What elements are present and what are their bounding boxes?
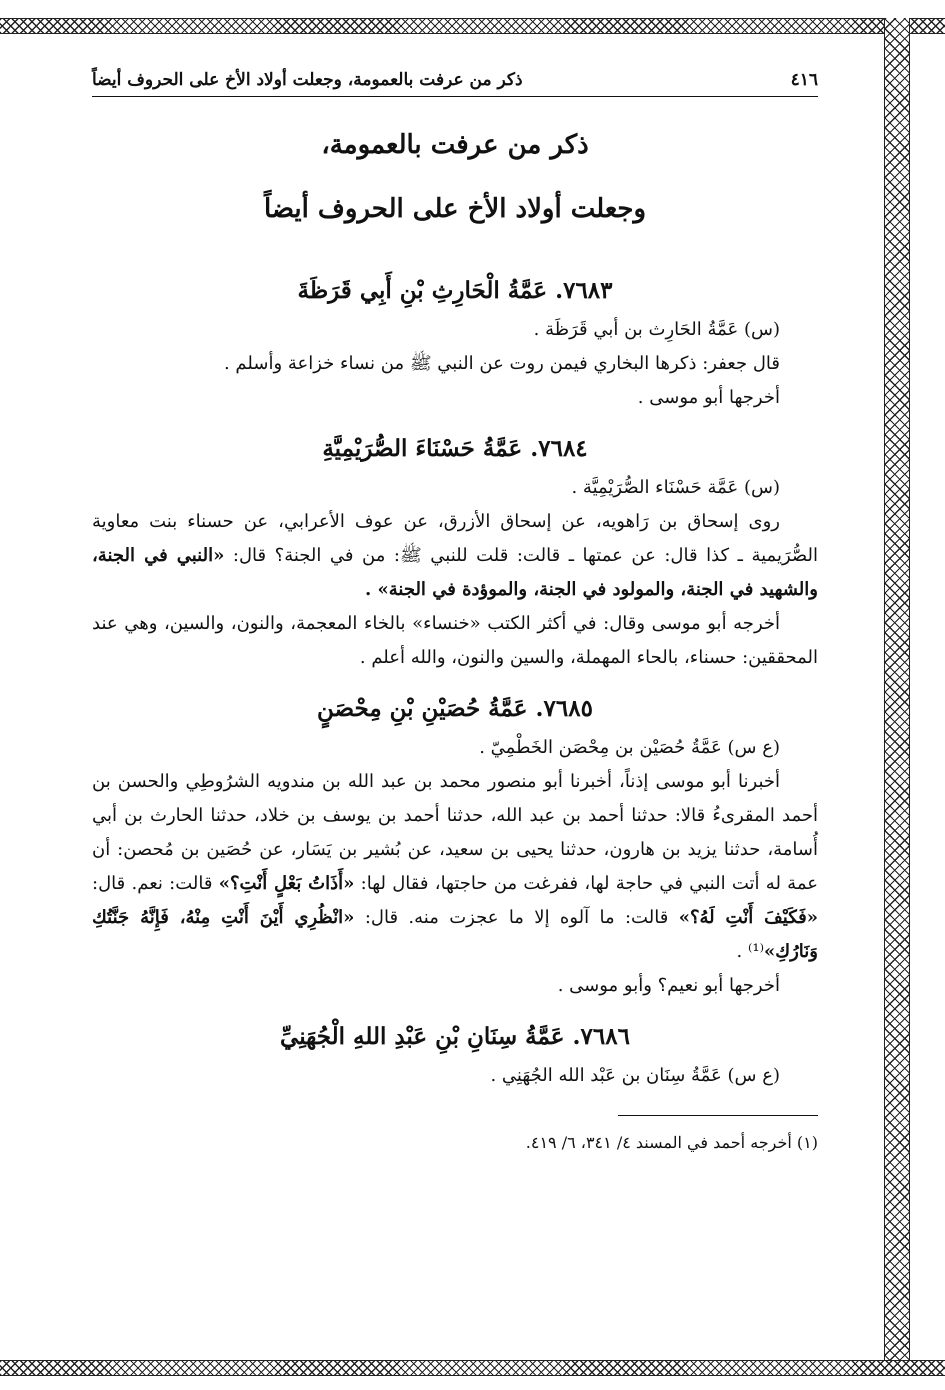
decorative-border-bottom bbox=[0, 1360, 945, 1376]
narration-text: روى إسحاق بن رَاهويه، عن إسحاق الأزرق، عن عوف الأعرابي، عن حسناء بنت معاوية الصُّرَيمية ـ كذا قال: عن عمتها ـ قالت: قلت للنبي ﷺ: من في الجنة؟ قال: bbox=[92, 511, 818, 566]
entry-paragraph: أخرجها أبو موسى . bbox=[637, 387, 780, 408]
hadith-quote: «النبي في الجنة، والشهيد في الجنة، والمولود في الجنة، والموؤدة في الجنة» . bbox=[92, 545, 818, 600]
entry-paragraph: قال جعفر: ذكرها البخاري فيمن روت عن النبي ﷺ من نساء خزاعة وأسلم . bbox=[223, 353, 780, 374]
entry-paragraph: أخرجها أبو نعيم؟ وأبو موسى . bbox=[557, 975, 780, 996]
entry-paragraph: (ع س) عَمَّةُ سِنَان بن عَبْد الله الجُهَنِي . bbox=[490, 1065, 780, 1086]
narration-text: قالت: نعم. قال: bbox=[92, 873, 213, 894]
section-title-line-1: ذكر من عرفت بالعمومة، bbox=[321, 130, 589, 160]
entry-heading: ٧٦٨٣. عَمَّةُ الْحَارِثِ بْنِ أَبِي قَرَظَةَ bbox=[297, 277, 613, 304]
entry-7686 bbox=[92, 1015, 818, 1093]
page-number: ٤١٦ bbox=[790, 70, 818, 90]
decorative-border-right bbox=[884, 18, 910, 1376]
entry-paragraph: (ع س) عَمَّةُ حُصَيْن بن مِحْصَن الخَطْمِيّ . bbox=[479, 737, 780, 758]
hadith-quote: «انْظُرِي أَيْنَ أَنْتِ مِنْهُ، فَإِنَّهُ جَنَّتُكِ وَنَارُكِ» bbox=[92, 907, 818, 962]
running-title: ذكر من عرفت بالعمومة، وجعلت أولاد الأخ على الحروف أيضاً bbox=[92, 70, 523, 90]
entry-heading: ٧٦٨٤. عَمَّةُ حَسْنَاءَ الصُّرَيْمِيَّةِ bbox=[322, 435, 588, 462]
book-page bbox=[92, 70, 818, 1158]
entry-paragraph bbox=[92, 765, 818, 969]
narration-text: أخبرنا أبو موسى إذناً، أخبرنا أبو منصور محمد بن عبد الله بن مندويه الشرُوطِي والحسن بن أحمد المقرىءُ قالا: حدثنا أحمد بن عبد الله، حدثنا أحمد بن يوسف بن خلاد، حدثنا الحارث بن أبي أُسامة، حدثنا يزيد بن هارون، حدثنا يحيى بن سعيد، عن بُشير بن يَسَار، عن حُصَين بن مُحصن: أن عمة له أتت النبي في حاجة لها، ففرغت من حاجتها، فقال لها: bbox=[92, 771, 818, 894]
hadith-quote: «فَكَيْفَ أَنْتِ لَهُ؟» bbox=[678, 907, 818, 928]
entry-paragraph: (س) عَمَّة حَسْنَاء الصُّرَيْمِيَّة . bbox=[571, 477, 780, 498]
entry-heading: ٧٦٨٦. عَمَّةُ سِنَانِ بْنِ عَبْدِ اللهِ الْجُهَنِيِّ bbox=[280, 1023, 630, 1050]
footnote-divider bbox=[618, 1115, 818, 1116]
section-title bbox=[92, 113, 818, 241]
entry-paragraph bbox=[92, 505, 818, 607]
entry-paragraph: أخرجه أبو موسى وقال: في أكثر الكتب «خنساء» بالخاء المعجمة، والنون، والسين، وهي عند المحققين: حسناء، بالحاء المهملة، والسين والنون، والله أعلم . bbox=[92, 613, 818, 668]
entry-heading: ٧٦٨٥. عَمَّةُ حُصَيْنِ بْنِ مِحْصَنٍ bbox=[317, 695, 593, 722]
entry-7683 bbox=[92, 269, 818, 415]
entry-7684 bbox=[92, 427, 818, 675]
footnote-marker[interactable]: ⁽¹⁾ . bbox=[736, 941, 765, 962]
decorative-border-top bbox=[0, 18, 945, 34]
footnote-text: (١) أخرجه أحمد في المسند ٤/ ٣٤١، ٦/ ٤١٩. bbox=[525, 1133, 818, 1152]
narration-text: قالت: ما آلوه إلا ما عجزت منه. قال: bbox=[364, 907, 669, 928]
section-title-line-2: وجعلت أولاد الأخ على الحروف أيضاً bbox=[263, 194, 647, 224]
running-header bbox=[92, 70, 818, 97]
entry-paragraph: (س) عَمَّةُ الحَارِث بن أبي قَرَظَة . bbox=[533, 319, 780, 340]
entry-7685 bbox=[92, 687, 818, 1003]
hadith-quote: «أَذَاتُ بَعْلٍ أَنْتِ؟» bbox=[218, 873, 355, 894]
